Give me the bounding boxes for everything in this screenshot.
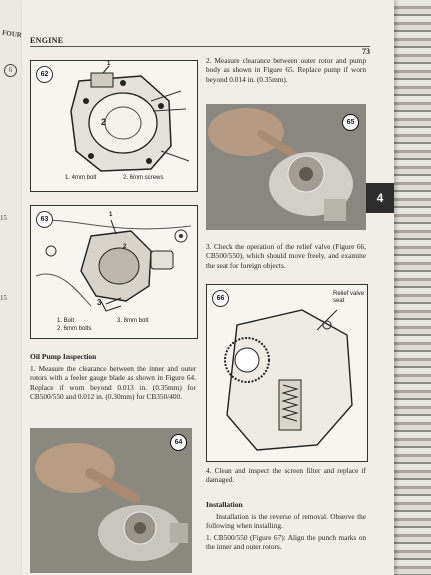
fig64-photo-art [30, 428, 192, 573]
paragraph-3: 3. Check the operation of the relief valve (Figure 66, CB500/550), which should move freely, and examine the seat for foreign objects. [206, 242, 366, 270]
fig66-drawing [207, 285, 367, 461]
prev-page-mark: 15 [0, 214, 7, 222]
fig63-caption-2: 3. 8mm bolt [117, 318, 149, 324]
figure-63 [30, 205, 198, 339]
figure-66 [206, 284, 368, 462]
fig63-caption-1b: 2. 6mm bolts [57, 326, 92, 332]
figure-number-badge: 62 [36, 66, 53, 83]
previous-page-edge [0, 0, 23, 575]
callout-2: 2 [101, 117, 107, 127]
fig62-caption-2: 2. 6mm screws [123, 175, 164, 181]
figure-65-photo [206, 104, 366, 230]
manual-page [22, 0, 394, 575]
section-header: ENGINE [30, 36, 64, 45]
callout-2: 2 [123, 244, 127, 250]
installation-heading: Installation [206, 500, 243, 509]
callout-1: 1 [109, 212, 113, 218]
callout-3: 3 [97, 298, 102, 307]
page-number: 73 [362, 47, 370, 56]
figure-62 [30, 60, 198, 192]
prev-page-mark: 15 [0, 294, 7, 302]
figure-number-badge: 63 [36, 211, 53, 228]
figure-64-photo [30, 428, 192, 573]
paragraph-2: 2. Measure clearance between outer rotor and pump body as shown in Figure 65. Replace pump if worn beyond 0.014 in. (0.35mm). [206, 56, 366, 84]
paragraph-4: 4. Clean and inspect the screen filter and replace if damaged. [206, 466, 366, 485]
figure-number-badge: 66 [212, 290, 229, 307]
fig63-caption-1a: 1. Bolt [57, 318, 75, 324]
chapter-tab: 4 [366, 183, 394, 213]
prev-page-mark: 6 [4, 64, 17, 77]
paragraph-1: 1. Measure the clearance between the inner and outer rotors with a feeler gauge blade as shown in Figure 64. Replace if worn beyond 0.013 in. (0.35mm) for CB500/550 and 0.012 in. (0.30mm) for CB350/400. [30, 364, 196, 402]
header-rule [30, 46, 370, 47]
installation-item-1: 1. CB500/550 (Figure 67): Align the punch marks on the inner and outer rotors. [206, 533, 366, 552]
prev-page-label: FOUR [1, 28, 23, 40]
callout-1: 1 [107, 61, 111, 67]
fig63-drawing [31, 206, 197, 338]
fig62-drawing [31, 61, 197, 191]
figure-number-badge: 65 [342, 114, 359, 131]
relief-valve-seat-label: Relief valve seat [333, 291, 365, 304]
figure-number-badge: 64 [170, 434, 187, 451]
installation-paragraph: Installation is the reverse of removal. Observe the following when installing. [206, 512, 366, 531]
fig62-caption-1: 1. 4mm bolt [65, 175, 97, 181]
section-heading: Oil Pump Inspection [30, 352, 97, 361]
